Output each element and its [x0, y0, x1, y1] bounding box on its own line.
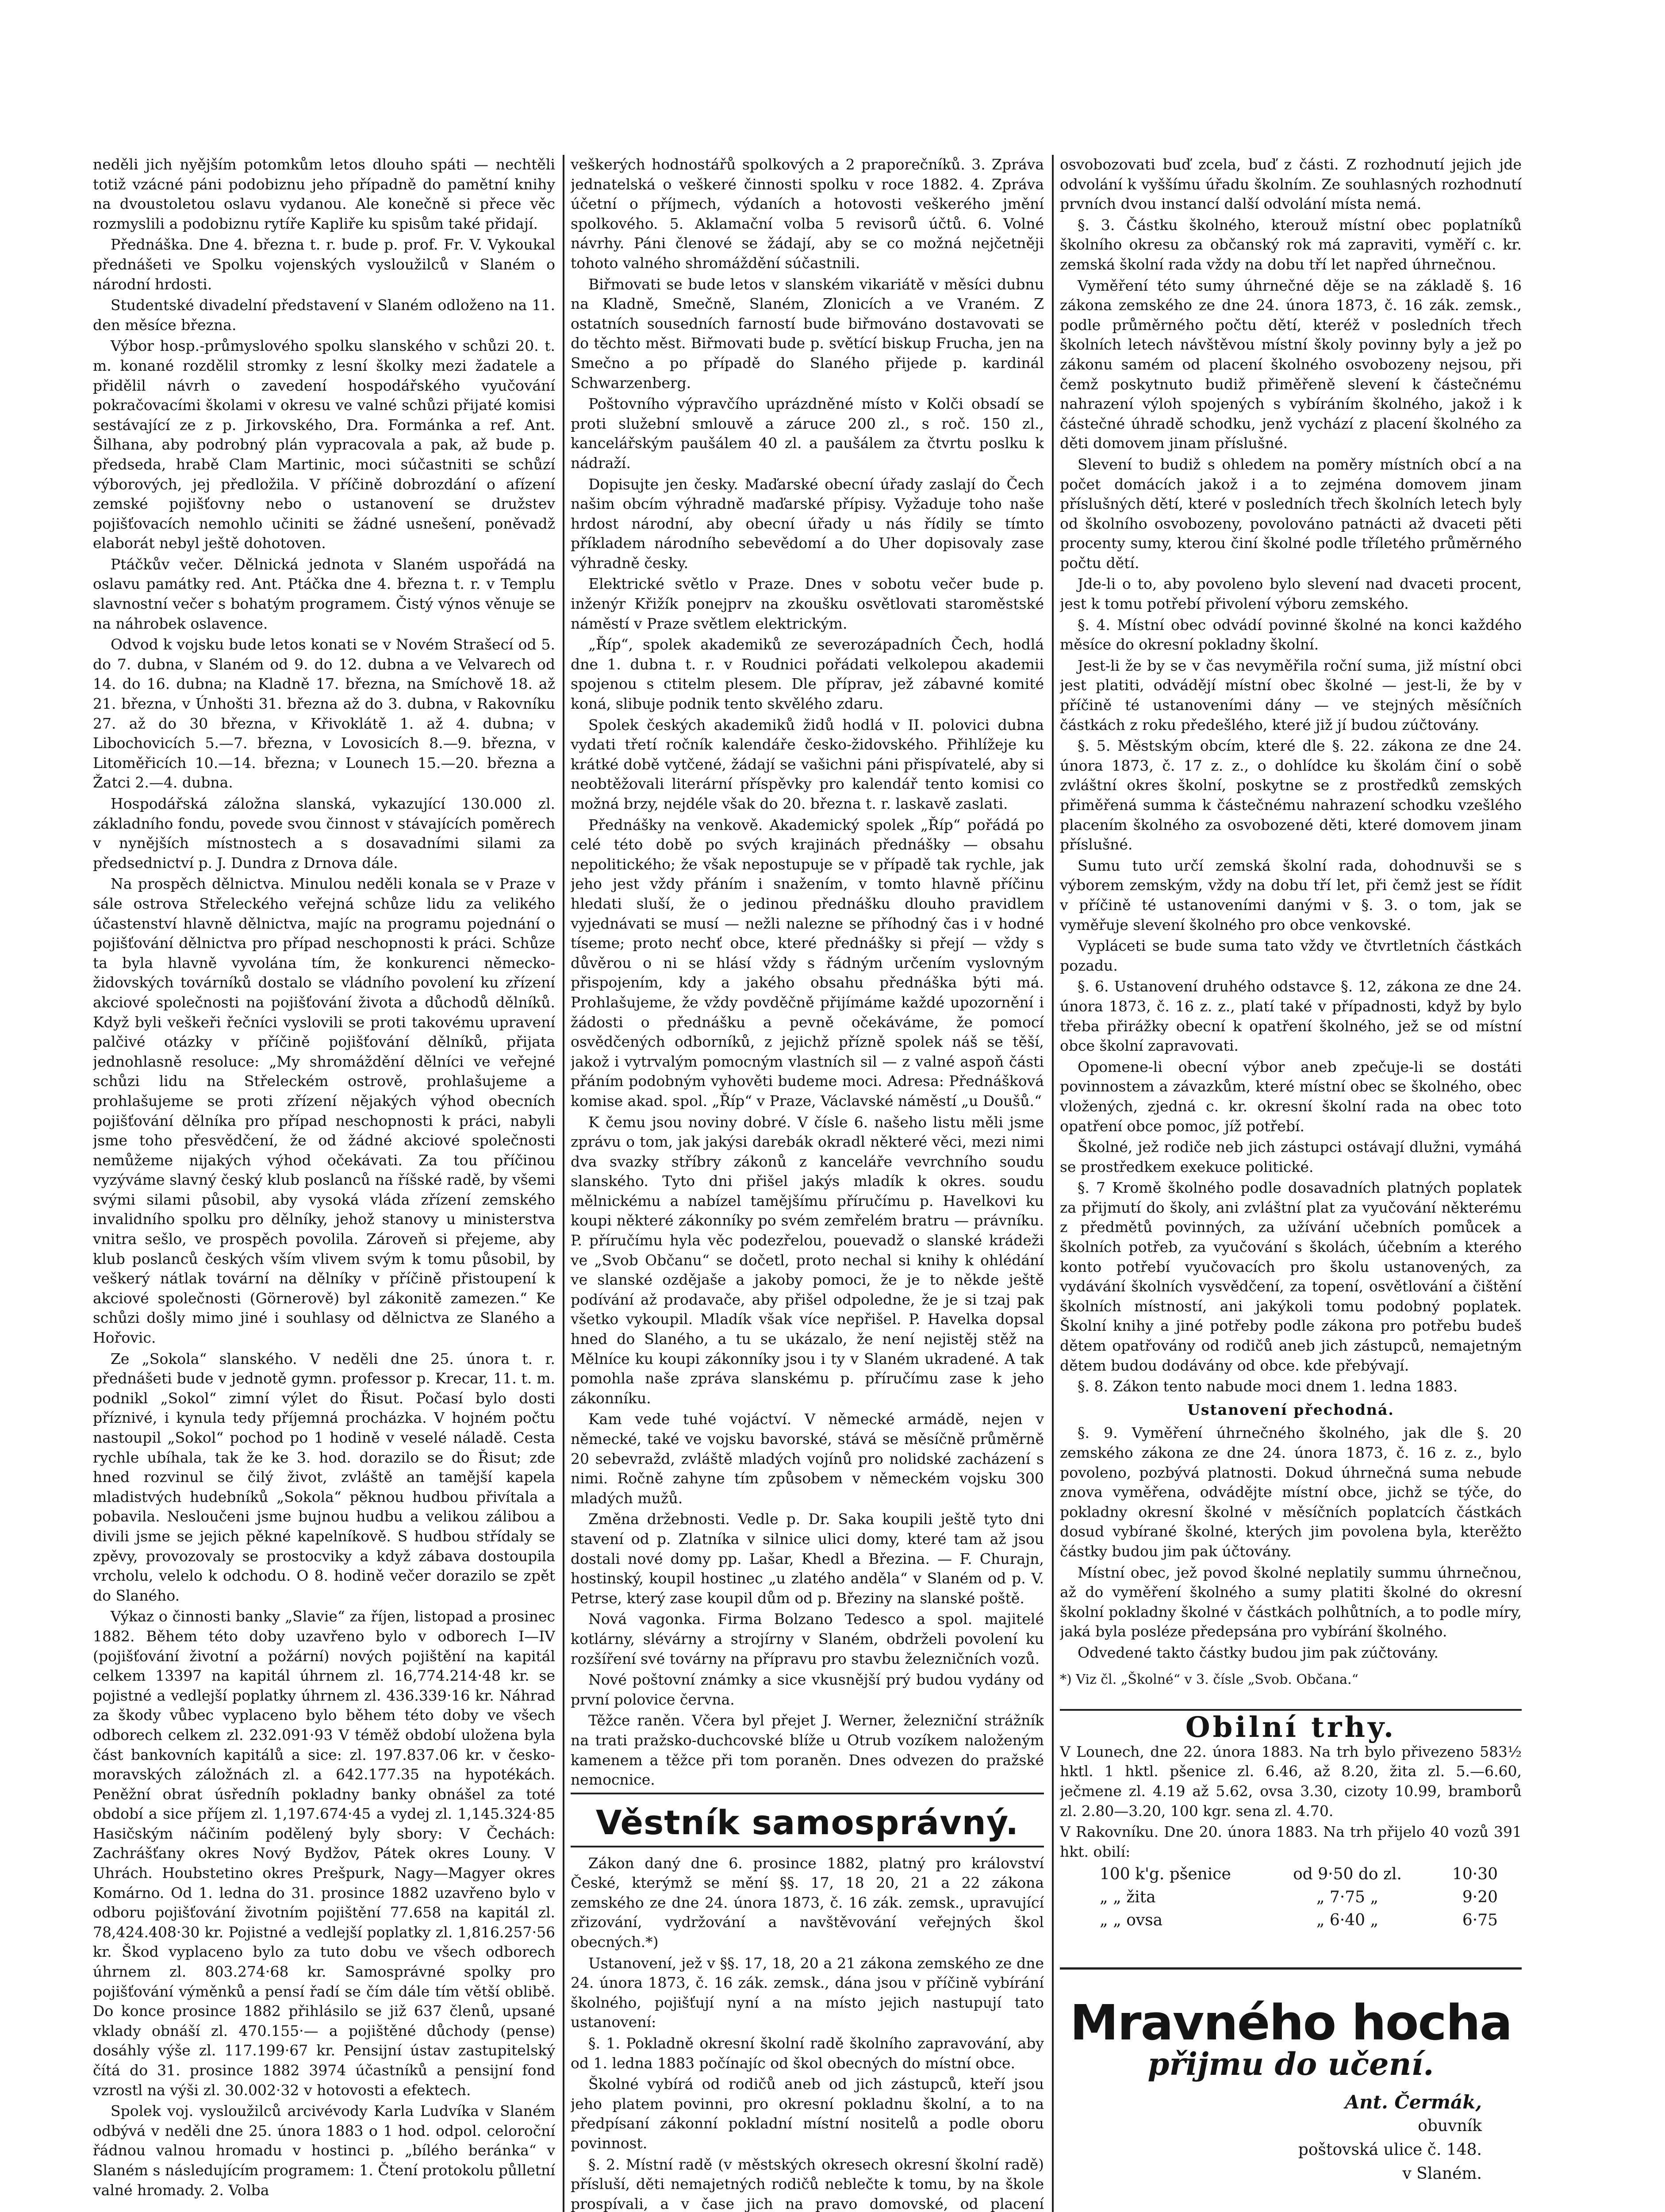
market-rakovnik: V Rakovníku. Dne 20. února 1883. Na trh přijelo 40 vozů 391 hkt. obilí: — [1060, 1823, 1522, 1860]
article-p: Na prospěch dělnictva. Minulou neděli konala se v Praze v sále ostrova Střeleckého veřejná schůze lidu za velikého účastenství hlavně dělnictva, majíc na programu pojednání o pojišťování dělnictva pro případ neschopnosti k práci. Schůze ta byla hlavně vyvolána tím, že konkurenci německo-židovských továrníků dostalo se vládního povolení ku zřízení akciové společnosti na pojišťování života a důchodů dělníků. Když byli veškeři řečníci vyslovili se proti takovému upravení palčivé otázky v příčině pojišťování dělníků, přijata jednohlasně resoluce: „My shromáždění dělníci ve veřejné schůzi lidu na Střeleckém ostrově, prohlašujeme a prohlašujeme se proti zřízení nějakých výhod obecních pojišťování dělníka pro případ neschopnosti k práci, nabyli jsme toho přesvědčení, že od žádné akciové společnosti nemůžeme nijakých výhod očekávati. Za tou příčinou vyzýváme slavný český klub poslanců na říšské radě, by všemi svými silami působil, aby vysoká vláda zřízení zemského invalidního spolku pro dělníky, jehož stanovy u ministerstva vnitra sešlo, ve prospěch povolila. Zároveň si přejeme, aby klub poslanců českých vším vlivem svým k tomu působil, by veškerý nátlak tovární na dělníky v příčině přistoupení k akciové společnosti (Görnerově) byl zákonitě zamezen.“ Ke schůzi došly mimo jiné i souhlasy od dělnictva ze Slaného a Hořovic. — [93, 875, 555, 1347]
article-p: Zákon daný dne 6. prosince 1882, platný pro království České, kterýmž se mění §§. 17, 18 20, 21 a 22 zákona zemského ze dne 24. února 1873, č. 16 zák. zemsk., upravující zřizování, vydržování a navštěvování veřejných škol obecných.*) — [571, 1854, 1044, 1951]
newspaper-page — [84, 146, 1531, 2212]
price-row — [1100, 1886, 1522, 1909]
article-p: Vyměření této sumy úhrnečné děje se na základě §. 16 zákona zemského ze dne 24. února 1873, č. 16 zák. zemsk., podle průměrného počtu dětí, kteréž v posledních třech školních letech návštěvou místní školy povinny byly a jež po zákonu samém od placení školného osvobozeny nejsou, při čemž poskytnuto budiž přiměřeně slevení k částečnému nahrazení výloh spojených s vybíráním školného, jakož i k částečné úhradě schodku, jenž vychází z placení školného za děti domovem jinam příslušné. — [1060, 276, 1522, 452]
article-p: §. 4. Místní obec odvádí povinné školné na konci každého měsíce do okresní pokladny školní. — [1060, 616, 1522, 653]
article-p: Ze „Sokola“ slanského. V neděli dne 25. února t. r. přednášeti bude v jednotě gymn. professor p. Krecar, 11. t. m. podnikl „Sokol“ zimní výlet do Řisut. Počasí bylo dosti příznivé, i kynula tedy příjemná procházka. V hojném počtu nastoupil „Sokol“ pochod po 1 hodině v veselé náladě. Cesta rychle ubíhala, tak že ke 3. hod. dorazilo se do Řisut; zde hned rozvinul se čilý život, zvláště an tamější kapela mladistvých hudebníků „Sokola“ pěknou hudbou přivítala a pobavila. Nesloučeni jsme bujnou hudbu a velikou zálibou a divili jsme se jejich pěkné kapelníkově. S hudbou střídaly se zpěvy, provozovaly se prostocviky a když zábava dostoupila vrcholu, velelo k odchodu. O 8. hodině večer dorazilo se zpět do Slaného. — [93, 1350, 555, 1604]
article-p: Jest-li že by se v čas nevyměřila roční suma, již místní obci jest platiti, odvádějí místní obec školné — jest-li, že by v příčině té ustanoveními dány — ve stejných měsíčních částkách z roku předešlého, které již jí budou zúčtovány. — [1060, 657, 1522, 733]
article-p: Opomene-li obecní výbor aneb zpečuje-li se dostáti povinnostem a závazkům, které místní obec se školného, obec vložených, zjedná c. kr. okresní školní rada na obec toto opatření obce pomoc, jíž potřebí. — [1060, 1058, 1522, 1135]
price-end: 6·75 — [1462, 1911, 1498, 1930]
article-p: §. 9. Vyměření úhrnečného školného, jak dle §. 20 zemského zákona ze dne 24. února 1873, č. 16 z. z., bylo povoleno, pozbývá platnosti. Dokud úhrnečná suma nebude znova vyměřena, odvádějte místní obce, jichž se týče, do pokladny okresní školné v měsíčních poplatcích částkách dosud vybírané školné, kterých jim povolena byla, kterěžto částky budou jim pak účtovány. — [1060, 1424, 1522, 1560]
price-mid: „ 7·75 „ — [1316, 1888, 1379, 1907]
article-p: Ustanovení, jež v §§. 17, 18, 20 a 21 zákona zemského ze dne 24. února 1873, č. 16 zák. zemsk., dána jsou v příčině vybírání školného, pojišťují nyní a na místo jejich nastupují tato ustanovení: — [571, 1954, 1044, 2031]
article-p: Místní obec, jež povod školné neplatily summu úhrnečnou, až do vyměření školného a sumy platiti školné do okresní školní pokladny školné v částkách polhůtních, a to podle míry, jaká byla posléze předepsána pro vybírání školného. — [1060, 1563, 1522, 1640]
ad-line: v Slaném. — [1402, 2164, 1482, 2183]
price-name: „ „ ovsa — [1100, 1911, 1163, 1930]
article-p: „Říp“, spolek akademiků ze severozápadních Čech, hodlá dne 1. dubna t. r. v Roudnici pořádati velkolepou akademii spojenou s ctitelm plesem. Dle příprav, jež zábavné komité koná, slibuje podnik tento skvělého zdaru. — [571, 636, 1044, 713]
article-p: Dopisujte jen česky. Maďarské obecní úřady zaslají do Čech našim obcím výhradně maďarské přípisy. Vyžaduje toho naše hrdost národní, aby obecní úřady u nás řídily se tímto příkladem národního sebevědomí a do Uher dopisovaly zase výhradně česky. — [571, 475, 1044, 572]
ad-name: Ant. Čermák, — [1345, 2091, 1482, 2113]
section-rule — [571, 1846, 1044, 1847]
column-rule — [563, 155, 564, 2212]
article-p: Slevení to budiž s ohledem na poměry místních obcí a na počet domácích jakož i a to zejména domovem jinam příslušných dětí, které v posledních třech školních letech byly od školního osvobozeny, povolováno patnácti až dvaceti pěti procenty sumy, kterou činí školné podle tříletého průměrného počtu dětí. — [1060, 455, 1522, 572]
footnote: *) Viz čl. „Školné“ v 3. čísle „Svob. Občana.“ — [1060, 1671, 1358, 1687]
column-middle — [571, 155, 1044, 2212]
price-name: 100 k'g. pšenice — [1100, 1865, 1231, 1884]
article-p: §. 7 Kromě školného podle dosavadních platných poplatek za přijmutí do školy, ani zvláštní plat za vyučování některému z předmětů povinných, za užívání učebních pomůcek a školních potřeb, za vyučování s školách, účebním a kterého konto potřebí vyučovacích pro školu ustanovených, za vydávání školních vysvědčení, za topení, osvětlování a čištění školních místností, ani jakýkoli tomu podobný poplatek. Školní knihy a jiné potřeby podle zákona pro potřebu budeš dětem opatřovány od rodičů aneb jich zástupců, nemajetným dětem budou dodávány od obce. kde přebývají. — [1060, 1179, 1522, 1374]
article-p: K čemu jsou noviny dobré. V čísle 6. našeho listu měli jsme zprávu o tom, jak jakýsi darebák okradl některé věci, mezi nimi dva svazky stříbry zákonů z kanceláře vevrchního soudu slanského. Tyto dni přišel jakýs mladík k okres. soudu mělnickému a nabízel tamějšímu příručímu p. Havelkovi ku koupi některé zákonníky po svém zemřelém bratru — právníku. P. příručímu hyla věc podezřelou, pouevadž o slanské krádeži ve „Svob Občanu“ se dočetl, proto nechal si knihy k ohlédání ve slanské ozdějaše a jakoby pomoci, že je to někde ještě podívání až prodavače, aby přišel odpoledne, že je si tzaj pak všetko vykoupil. Mladík však více nepřišel. P. Havelka dopsal hned do Slaného, a tu se ukázalo, že není nejistěj stěž na Mělníce ku koupi zákonníky jsou i ty v Slaném ukradené. A tak pomohla naše zpráva slanskému p. příručímu zase k jeho zákonníku. — [571, 1113, 1044, 1407]
article-p: Přednášky na venkově. Akademický spolek „Říp“ pořádá po celé této době po svých krajinách přednášky — obsahu nepolitického; že však nepostupuje se v případě tak rychle, jak jeho jest vždy přáním i snažením, v tomto hlavně příčinu hledati sluší, že o jedinou přednášku dlouho pravidlem vyjednávati se musí — nežli nalezne se příhodný čas i v hodné tíseme; proto nechť obce, které přednášky si přejí — vždy s důvěrou o ni se hlásí vždy s řádným určením vyslovným přispojením, kdy a jakého obsahu přednáška býti má. Prohlašujeme, že vždy povděčně přijímáme každé upozornění i žádosti o přednášku a pevně očekáváme, že pomocí osvědčených odborníků, z jejichž přízně spolek náš se těší, jakož i vytrvalým pomocným vlastních sil — z valné aspoň části přáním podobným vyhověti budeme moci. Adresa: Přednášková komise akad. spol. „Říp“ v Praze, Václavské náměstí „u Doušů.“ — [571, 816, 1044, 1110]
price-name: „ „ žita — [1100, 1888, 1156, 1907]
article-p: §. 2. Místní radě (v městských okresech okresní školní radě) přísluší, děti nemajetných rodičů neblečte k tomu, by na škole prospívali, a v čase jich na pravo domovské, od placení — [571, 2155, 1044, 2212]
article-p: §. 5. Městským obcím, které dle §. 22. zákona ze dne 24. února 1873, č. 17 z. z., o dohlídce ku školám činí o sobě zvláštní okres školní, poskytne se z prostředků zemských přiměřená summa k částečnému nahrazení schodku vzešlého placením školného za osvobozené děti, které domovem jinam příslušné. — [1060, 737, 1522, 853]
article-p: Výkaz o činnosti banky „Slavie“ za říjen, listopad a prosinec 1882. Během této doby uzavřeno bylo v odborech I—IV (pojišťování životní a požární) nových pojištění na kapitál celkem 13397 na kapitál úhrnem zl. 16,774.214·48 kr. se pojistné a vedlejší poplatky úhrnem zl. 436.339·16 kr. Náhrad za škody vůbec vyplaceno bylo během této doby ve všech odborech celkem zl. 232.091·93 V téměž období uložena byla část bankovních kapitálů a sice: zl. 197.837.06 kr. v česko-moravských záložnách zl. a 642.177.35 na hypotékách. Peněžní obrat úsředníh pokladny banky obnášel za toté období a sice příjem zl. 1,197.674·45 a vydej zl. 1,145.324·85 Hasičským náčiním podělený byly sbory: V Čechách: Zachrášťany okres Nový Bydžov, Pátek okres Louny. V Uhrách. Houbstetino okres Prešpurk, Nagy—Magyer okres Komárno. Od 1. ledna do 31. prosince 1882 uzavřeno bylo v odboru pojišťování životním pojištění 77.658 na kapitál zl. 78,424.408·30 kr. Pojistné a vedlejší poplatky zl. 1,816.257·56 kr. Škod vyplaceno bylo za tuto dobu ve všech odborech úhrnem zl. 803.274·68 kr. Samosprávné spolky pro pojišťování výměnků a pensí řadí se čím dále tím větší oblibě. Do konce prosince 1882 přihlásilo se již 637 členů, upsané vklady obnáší zl. 470.155·— a pojištěné důchody (pense) dosáhly výše zl. 117.199·67 kr. Pensijní ústav zastupitelský čítá do 31. prosince 1882 3974 účastníků a pensijní fond vzrostl na výši zl. 30.002·32 v hotovosti a efektech. — [93, 1608, 555, 2099]
article-p: Hospodářská záložna slanská, vykazující 130.000 zl. základního fondu, povede svou činnost v stávajících poměrech v nynějších místnostech a s dosavadními silami za předsednictví p. J. Dundra z Drnova dále. — [93, 795, 555, 872]
article-p: neděli jich nyějším potomkům letos dlouho spáti — nechtěli totiž vzácné páni podobiznu jeho případně do pamětní knihy na dvoustoletou oslavu vydanou. Ale konečně si přece věc rozmyslili a podobiznu rytíře Kapliře ku spisům také přidají. — [93, 156, 555, 232]
article-p: veškerých hodnostářů spolkových a 2 praporečníků. 3. Zpráva jednatelská o veškeré činnosti spolku v roce 1882. 4. Zpráva účetní o příjmech, výdaních a hotovosti veškerého jmění spolkového. 5. Aklamační volba 5 revisorů účtů. 6. Volné návrhy. Páni členové se žádají, aby se co možná nejčetněji tohoto valného shromáždění súčastnili. — [571, 156, 1044, 272]
ad-signature — [1060, 2090, 1482, 2186]
price-end: 9·20 — [1462, 1888, 1498, 1907]
section-rule — [571, 1793, 1044, 1794]
article-p: Biřmovati se bude letos v slanském vikariátě v měsíci dubnu na Kladně, Smečně, Slaném, Zlonicích a ve Vraném. Z ostatních sousedních farností bude biřmováno dostavovati se do těchto měst. Biřmovati bude p. světící biskup Frucha, jen na Smečno a po případě do Slaného přijede p. kardinál Schwarzenberg. — [571, 275, 1044, 392]
article-p: Školné vybírá od rodičů aneb od jich zástupců, kteří jsou jeho platem povinni, pro okresní pokladnu školní, a to na předpísaní zákonní pokladní místní nositelů a podle oboru povinnost. — [571, 2075, 1044, 2152]
article-p: Kam vede tuhé vojáctví. V německé armádě, nejen v německé, také ve vojsku bavorské, stává se měsíčně průměrně 20 sebevražd, zvláště mladých vojínů pro nolidské zacházení s nimi. Ročně zahyne tím způsobem v německém vojsku 300 mladých mužů. — [571, 1410, 1044, 1507]
article-p: Školné, jež rodiče neb jich zástupci ostávají dlužni, vymáhá se prostředkem exekuce politické. — [1060, 1138, 1522, 1175]
vestnik-heading: Věstník samosprávný. — [595, 1802, 1019, 1842]
section-subheading: Ustanovení přechodná. — [1187, 1401, 1394, 1418]
price-mid: „ 6·40 „ — [1316, 1911, 1379, 1930]
ad-subtitle: přijmu do učení. — [1147, 2046, 1434, 2083]
column-left — [93, 155, 555, 2212]
market-section — [1060, 1709, 1522, 1932]
article-p: Těžce raněn. Včera byl přejet J. Werner, železniční strážník na trati pražsko-duchcovské blíže u Otrub vozíkem naloženým kamenem a těžce při tom poraněn. Dnes odvezen do pražské nemocnice. — [571, 1712, 1044, 1789]
market-lounech: V Lounech, dne 22. února 1883. Na trh bylo přivezeno 583½ hktl. 1 hktl. pšenice zl. 6.46, až 8.20, žita zl. 5.—6.60, ječmene zl. 4.19 až 5.62, ovsa 3.30, cizoty 10.99, bramborů zl. 2.80—3.20, 100 kgr. sena zl. 4.70. — [1060, 1743, 1522, 1820]
ad-line: poštovská ulice č. 148. — [1298, 2140, 1482, 2159]
article-p: Spolek českých akademiků židů hodlá v II. polovici dubna vydati třetí ročník kalendáře česko-židovského. Přihlížeje ku krátké době vytčené, žádají se vašichni páni přispívatelé, aby si neobtěžovali literární příspěvky pro kalendář tento komisi co možná brzy, nejdéle však do 20. března t. r. laskavě zaslati. — [571, 716, 1044, 812]
article-p: Elektrické světlo v Praze. Dnes v sobotu večer bude p. inženýr Křižík ponejprv na zkoušku osvětlovati staroměstské náměstí v Praze světlem elektrickým. — [571, 575, 1044, 632]
article-p: Změna držebnosti. Vedle p. Dr. Saka koupili ještě tyto dni stavení od p. Zlatníka v silnice ulici domy, které tam až jsou dostali nové domy pp. Lašar, Khedl a Březina. — F. Churajn, hostinský, koupil hostinec „u zlatého anděla“ v Slaném od p. V. Petrse, který zase koupil dům od p. Březiny na slanské poště. — [571, 1510, 1044, 1607]
article-p: Sumu tuto určí zemská školní rada, dohodnuvši se s výborem zemským, vždy na dobu tří let, při čemž jest se řídit v příčině té ustanoveními danými v §. 3. o tom, jak se vyměřuje slevení školného pro obce venkovské. — [1060, 856, 1522, 933]
price-row — [1100, 1863, 1522, 1886]
article-p: §. 8. Zákon tento nabude moci dnem 1. ledna 1883. — [1078, 1378, 1458, 1395]
article-p: Spolek voj. vysloužilců arcivévody Karla Ludvíka v Slaném odbývá v neděli dne 25. února 1883 o 1 hod. odpol. celoroční řádnou valnou hromadu v hostinci p. „bílého beránka“ v Slaném s následujícím programem: 1. Čtení protokolu půlletní valné hromady. 2. Volba — [93, 2102, 555, 2199]
price-row — [1100, 1909, 1522, 1932]
article-p: Přednáška. Dne 4. března t. r. bude p. prof. Fr. V. Vykoukal přednášeti ve Spolku vojenských vysloužilců v Slaném o národní hrdosti. — [93, 236, 555, 293]
article-p: osvobozovati buď zcela, buď z části. Z rozhodnutí jejich jde odvolání k vyššímu úřadu školním. Ze souhlasných rozhodnutí prvních dvou instancí další odvolání místa nemá. — [1060, 156, 1522, 213]
article-p: §. 3. Částku školného, kterouž místní obec poplatníků školního okresu za občanský rok má zapraviti, vyměří c. kr. zemská školní rada vždy na dobu tří let napřed úhrnečnou. — [1060, 216, 1522, 273]
ad-line: obuvník — [1418, 2116, 1482, 2135]
price-table — [1100, 1863, 1522, 1932]
article-p: Nová vagonka. Firma Bolzano Tedesco a spol. majitelé kotlárny, slévárny a strojírny v Slaném, obdrželi povolení ku rozšíření své továrny na přípravu pro stavbu železničních vozů. — [571, 1610, 1044, 1667]
ad-title: Mravného hocha — [1070, 1994, 1512, 2051]
advertisement — [1060, 1967, 1522, 2186]
article-p: Poštovního výpravčího uprázdněné místo v Kolči obsadí se proti služební smlouvě a záruce 200 zl., s roč. 150 zl., kancelářským paušálem 40 zl. a paušálem za čtvrtu poslku k nádraží. — [571, 395, 1044, 472]
price-end: 10·30 — [1452, 1865, 1498, 1884]
article-p: Studentské divadelní představení v Slaném odloženo na 11. den měsíce března. — [93, 296, 555, 334]
column-rule — [1052, 155, 1054, 2212]
article-p: Výbor hosp.-průmyslového spolku slanského v schůzi 20. t. m. konané rozdělil stromky z lesní školky mezi žadatele a přidělil návrh o zavedení hospodářského vyučování pokračovacími školami v okresu ve valné schůzi přijaté komisi sestávající ze z p. Jirkovského, Dra. Formánka a ref. Ant. Šilhana, aby podrobný plán vypracovala a pak, až bude p. předseda, hrabě Clam Martinic, moci súčastniti se schůzí výborových, jej předložila. V příčině dobrozdání o afízení zemské pojišťovny nebo o ustanovení se družstev pojišťovacích nemohlo učiniti se žádné usnešení, poněvadž elaborát nebyl ještě dohotoven. — [93, 337, 555, 552]
article-p: §. 6. Ustanovení druhého odstavce §. 12, zákona ze dne 24. února 1873, č. 16 z. z., platí také v případnosti, když by bylo třeba přirážky obecní k opatření školného, jež se od místní obce školní zapravovati. — [1060, 978, 1522, 1055]
column-right — [1060, 155, 1522, 2212]
article-p: Nové poštovní známky a sice vkusnější prý budou vydány od první polovice června. — [571, 1671, 1044, 1708]
price-mid: od 9·50 do zl. — [1293, 1865, 1402, 1884]
article-p: Odvod k vojsku bude letos konati se v Novém Strašecí od 5. do 7. dubna, v Slaném od 9. do 12. dubna a ve Velvarech od 14. do 16. dubna; na Kladně 17. března, na Smíchově 18. až 21. března, v Únhošti 31. března až do 3. dubna, v Rakovníku 27. až do 30 března, v Křivoklátě 1. až 4. dubna; v Libochovicích 5.—7. března, v Lovosicích 8.—9. března, v Litoměřicích 10.—14. března; v Lounech 15.—20. března a Žatci 2.—4. dubna. — [93, 636, 555, 791]
article-p: §. 1. Pokladně okresní školní radě školního zapravování, aby od 1. ledna 1883 počínajíc od škol obecných do místní obce. — [571, 2035, 1044, 2072]
market-title: Obilní trhy. — [1185, 1711, 1396, 1744]
section-heading — [571, 1803, 1044, 1842]
article-p: Jde-li o to, aby povoleno bylo slevení nad dvaceti procent, jest k tomu potřebí přivolení výboru zemského. — [1060, 575, 1522, 613]
article-p: Vypláceti se bude suma tato vždy ve čtvrtletních částkách pozadu. — [1060, 937, 1522, 974]
article-p: Odvedené takto částky budou jim pak zúčtovány. — [1078, 1644, 1439, 1661]
article-p: Ptáčkův večer. Dělnická jednota v Slaném uspořádá na oslavu památky red. Ant. Ptáčka dne 4. března t. r. v Templu slavnostní večer s bohatým programem. Čistý výnos věnuje se na náhrobek oslavence. — [93, 555, 555, 632]
